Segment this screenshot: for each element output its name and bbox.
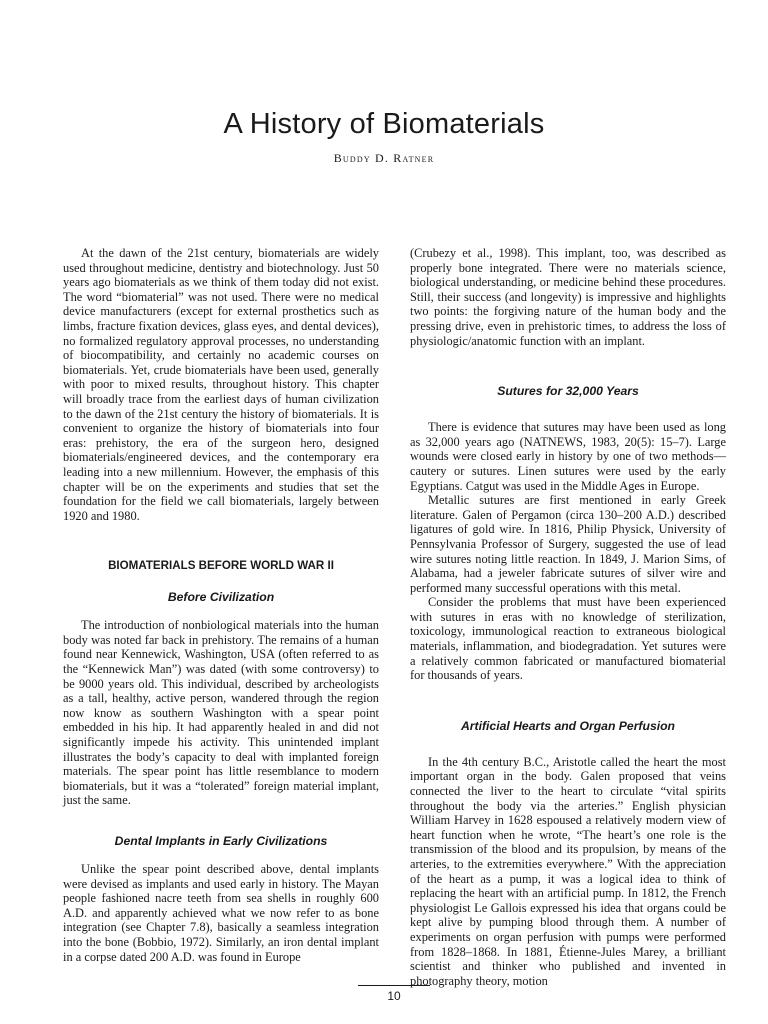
continuation-paragraph: (Crubezy et al., 1998). This implant, too, was described as properly bone integrated. There were no materials science, biological understanding, or medicine behind these procedures. Still, their success (and longevity) is impressive and highlights two points: the forgiving nature of the human body and the pressing drive, even in prehistoric times, to address the loss of physiologic/anatomic function with an implant. bbox=[410, 246, 726, 348]
footer-rule bbox=[358, 985, 430, 986]
sutures-paragraph-2: Metallic sutures are first mentioned in early Greek literature. Galen of Pergamon (circa 130–200 A.D.) described ligatures of gold wire. In 1816, Philip Physick, University of Pennsylvania Professor of Surgery, suggested the use of lead wire sutures noting little reaction. In 1849, J. Marion Sims, of Alabama, had a jeweler fabricate sutures of silver wire and performed many successful operations with this metal. bbox=[410, 493, 726, 595]
artificial-hearts-paragraph: In the 4th century B.C., Aristotle called the heart the most important organ in the body. Galen proposed that veins connected the liver to the heart to circulate “vital spirits throughout the body via the arteries.” English physician William Harvey in 1628 espoused a relatively modern view of heart function when he wrote, “The heart’s one role is the transmission of the blood and its propulsion, by means of the arteries, to the extremities everywhere.” With the appreciation of the heart as a pump, it was a logical idea to think of replacing the heart with an artificial pump. In 1812, the French physiologist Le Gallois expressed his idea that organs could be kept alive by pumping blood through them. A number of experiments on organ perfusion with pumps were performed from 1828–1868. In 1881, Étienne-Jules Marey, a brilliant scientist and thinker who published and invented in photography theory, motion bbox=[410, 754, 726, 988]
right-column bbox=[410, 246, 726, 988]
section-heading: BIOMATERIALS BEFORE WORLD WAR II bbox=[108, 559, 334, 573]
subsection-heading-before-civilization: Before Civilization bbox=[167, 590, 275, 605]
sutures-paragraph-1: There is evidence that sutures may have been used as long as 32,000 years ago (NATNEWS, 1983, 20(5): 15–7). Large wounds were closed early in history by one of two methods—cautery or sutures. Linen sutures were used by the early Egyptians. Catgut was used in the Middle Ages in Europe. bbox=[410, 420, 726, 493]
dental-implants-paragraph: Unlike the spear point described above, dental implants were devised as implants and used early in history. The Mayan people fashioned nacre teeth from sea shells in roughly 600 A.D. and apparently achieved what we now refer to as bone integration (see Chapter 7.8), basically a seamless integration into the bone (Bobbio, 1972). Similarly, an iron dental implant in a corpse dated 200 A.D. was found in Europe bbox=[63, 862, 379, 964]
before-civilization-paragraph: The introduction of nonbiological materials into the human body was noted far back in prehistory. The remains of a human found near Kennewick, Washington, USA (often referred to as the “Kennewick Man”) was dated (with some controversy) to be 9000 years old. This individual, described by archeologists as a tall, healthy, active person, wandered through the region now know as southern Washington with a spear point embedded in his hip. It had apparently healed in and did not significantly impede his activity. This unintended implant illustrates the body’s capacity to deal with implanted foreign materials. The spear point has little resemblance to modern biomaterials, but it was a “tolerated” foreign material implant, just the same. bbox=[63, 618, 379, 808]
subsection-heading-artificial-hearts: Artificial Hearts and Organ Perfusion bbox=[460, 718, 675, 733]
intro-paragraph: At the dawn of the 21st century, biomaterials are widely used throughout medicine, dentistry and biotechnology. Just 50 years ago biomaterials as we think of them today did not exist. The word “biomaterial” was not used. There were no medical device manufacturers (except for external prosthetics such as limbs, fracture fixation devices, glass eyes, and dental devices), no formalized regulatory approval processes, no understanding of biocompatibility, and certainly no academic courses on biomaterials. Yet, crude biomaterials have been used, generally with poor to mixed results, throughout history. This chapter will broadly trace from the earliest days of human civilization to the dawn of the 21st century the history of biomaterials. It is convenient to organize the history of biomaterials into four eras: prehistory, the era of the surgeon hero, designed biomaterials/engineered devices, and the contemporary era leading into a new millennium. However, the emphasis of this chapter will be on the experiments and studies that set the foundation for the field we call biomaterials, largely between 1920 and 1980. bbox=[63, 246, 379, 523]
subsection-heading-dental-implants: Dental Implants in Early Civilizations bbox=[114, 834, 328, 848]
page-number: 10 bbox=[387, 989, 401, 1003]
chapter-title: A History of Biomaterials bbox=[223, 108, 545, 140]
chapter-author: Buddy D. Ratner bbox=[333, 151, 435, 165]
left-column bbox=[63, 246, 379, 964]
sutures-paragraph-3: Consider the problems that must have been experienced with sutures in eras with no knowledge of sterilization, toxicology, immunological reaction to extraneous biological materials, inflammation, and biodegradation. Yet sutures were a relatively common fabricated or manufactured biomaterial for thousands of years. bbox=[410, 595, 726, 683]
subsection-heading-sutures: Sutures for 32,000 Years bbox=[497, 384, 639, 399]
